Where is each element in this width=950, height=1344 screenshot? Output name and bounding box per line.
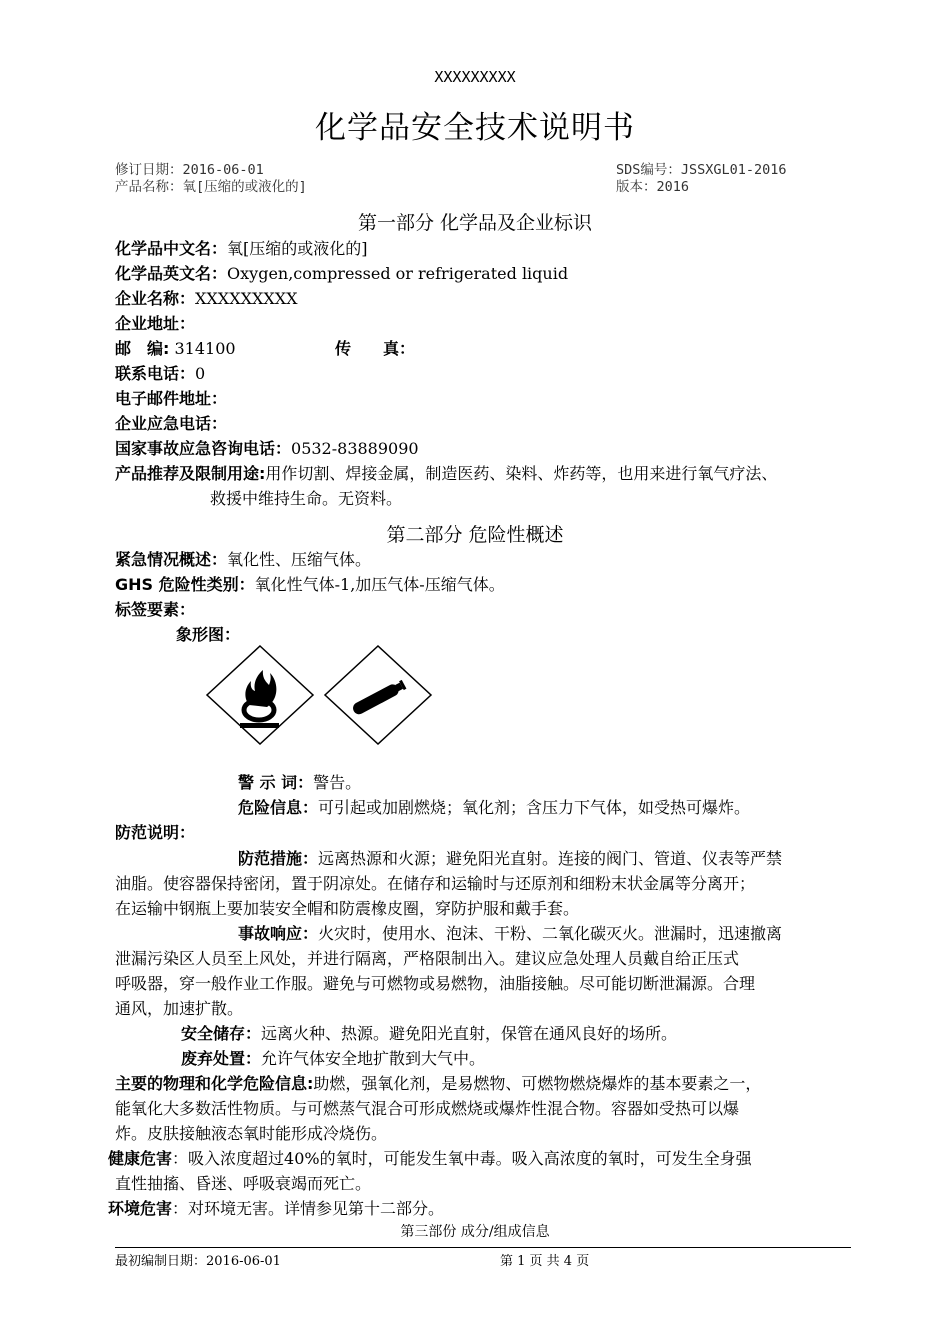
en-name-label: 化学品英文名： — [115, 264, 228, 283]
phone-value: 0 — [195, 364, 206, 383]
response-line-4: 通风，加速扩散。 — [115, 999, 244, 1018]
response-text-1: 火灾时，使用水、泡沫、干粉、二氧化碳灭火。泄漏时，迅速撤离 — [318, 924, 783, 943]
hazard-info-row — [238, 795, 750, 818]
footer-initial-date: 最初编制日期：2016-06-01 — [115, 1254, 281, 1269]
address-label: 企业地址： — [115, 314, 196, 333]
phone-label: 联系电话： — [115, 364, 196, 383]
footer-page-number: 第 1 页 共 4 页 — [500, 1254, 590, 1269]
hazard-info-label: 危险信息： — [238, 798, 319, 817]
national-phone-value: 0532-83889090 — [291, 439, 419, 458]
physchem-line-3: 炸。皮肤接触液态氧时能形成冷烧伤。 — [115, 1124, 388, 1143]
disposal-label: 废弃处置： — [181, 1049, 262, 1068]
pictogram-label: 象形图： — [176, 625, 241, 644]
postcode-label: 邮 编: — [115, 339, 170, 358]
health-line-2: 直性抽搐、昏迷、呼吸衰竭而死亡。 — [115, 1174, 372, 1193]
ghs-label: GHS 危险性类别： — [115, 575, 255, 594]
precaution-row — [115, 820, 195, 843]
gas-cylinder-icon — [323, 645, 433, 745]
cn-name-label: 化学品中文名： — [115, 239, 228, 258]
environment-value: ：对环境无害。详情参见第十二部分。 — [172, 1199, 445, 1218]
document-title: 化学品安全技术说明书 — [315, 110, 635, 146]
section-heading-part3: 第三部份 成分/组成信息 — [400, 1224, 550, 1240]
company-row — [115, 286, 298, 309]
use-row — [115, 461, 777, 484]
storage-value: 远离火种、热源。避免阳光直射，保管在通风良好的场所。 — [261, 1024, 678, 1043]
document-code: XXXXXXXXX — [434, 68, 516, 86]
storage-label: 安全储存： — [181, 1024, 262, 1043]
label-elements-label: 标签要素： — [115, 600, 196, 619]
environment-row — [108, 1196, 444, 1219]
fax-row — [335, 336, 415, 359]
hazard-info-value: 可引起或加剧燃烧；氧化剂；含压力下气体，如受热可爆炸。 — [318, 798, 751, 817]
precaution-label: 防范说明： — [115, 823, 196, 842]
pictogram-row — [176, 622, 240, 645]
storage-row — [181, 1021, 677, 1044]
emergency-phone-row — [115, 411, 227, 434]
cn-name-row — [115, 236, 368, 259]
section-heading-part2: 第二部分 危险性概述 — [386, 524, 564, 546]
response-label: 事故响应： — [238, 924, 319, 943]
prevention-label: 防范措施： — [238, 849, 319, 868]
email-row — [115, 386, 227, 409]
phone-row — [115, 361, 205, 384]
national-phone-label: 国家事故应急咨询电话： — [115, 439, 292, 458]
postcode-row — [115, 336, 236, 359]
flame-over-circle-icon — [205, 645, 315, 745]
health-line-1 — [108, 1146, 752, 1169]
en-name-row — [115, 261, 568, 284]
company-value: XXXXXXXXX — [195, 289, 298, 308]
use-label: 产品推荐及限制用途: — [115, 464, 266, 483]
physchem-line-2: 能氧化大多数活性物质。与可燃蒸气混合可形成燃烧或爆炸性混合物。容器如受热可以爆 — [115, 1099, 740, 1118]
prevention-text-1: 远离热源和火源；避免阳光直射。连接的阀门、管道、仪表等严禁 — [318, 849, 783, 868]
emergency-overview-value: 氧化性、压缩气体。 — [227, 550, 372, 569]
signal-word-value: 警告。 — [313, 773, 362, 792]
en-name-value: Oxygen,compressed or refrigerated liquid — [227, 264, 569, 283]
revision-date: 修订日期：2016-06-01 — [115, 162, 264, 178]
national-phone-row — [115, 436, 419, 459]
disposal-value: 允许气体安全地扩散到大气中。 — [261, 1049, 486, 1068]
sds-number: SDS编号：JSSXGL01-2016 — [616, 162, 787, 178]
emergency-phone-label: 企业应急电话： — [115, 414, 228, 433]
cn-name-value: 氧[压缩的或液化的] — [227, 239, 368, 258]
section-heading-part1: 第一部分 化学品及企业标识 — [357, 212, 593, 234]
email-label: 电子邮件地址： — [115, 389, 228, 408]
response-line-3: 呼吸器，穿一般作业工作服。避免与可燃物或易燃物，油脂接触。尽可能切断泄漏源。合理 — [115, 974, 756, 993]
emergency-overview-row — [115, 547, 371, 570]
disposal-row — [181, 1046, 485, 1069]
postcode-value: 314100 — [174, 339, 236, 358]
signal-word-row — [238, 770, 361, 793]
response-line-2: 泄漏污染区人员至上风处，并进行隔离，严格限制出入。建议应急处理人员戴自给正压式 — [115, 949, 740, 968]
prevention-line-3: 在运输中钢瓶上要加装安全帽和防震橡皮圈，穿防护服和戴手套。 — [115, 899, 580, 918]
address-row — [115, 311, 195, 334]
label-elements-row — [115, 597, 195, 620]
ghs-row — [115, 572, 505, 595]
fax-label: 传 真： — [335, 339, 416, 358]
response-line-1 — [238, 921, 782, 944]
health-label: 健康危害 — [108, 1149, 173, 1168]
prevention-line-1 — [238, 846, 782, 869]
prevention-line-2: 油脂。使容器保持密闭，置于阴凉处。在储存和运输时与还原剂和细粉末状金属等分离开； — [115, 874, 756, 893]
physchem-label: 主要的物理和化学危险信息: — [115, 1074, 314, 1093]
ghs-value: 氧化性气体-1,加压气体-压缩气体。 — [254, 575, 505, 594]
version: 版本：2016 — [616, 179, 690, 195]
footer-rule — [115, 1247, 851, 1248]
physchem-line-1 — [115, 1071, 761, 1094]
health-text-1: ：吸入浓度超过40%的氧时，可能发生氧中毒。吸入高浓度的氧时，可发生全身强 — [172, 1149, 752, 1168]
company-label: 企业名称： — [115, 289, 196, 308]
use-line-1: 用作切割、焊接金属，制造医药、染料、炸药等，也用来进行氧气疗法、 — [265, 464, 778, 483]
environment-label: 环境危害 — [108, 1199, 173, 1218]
emergency-overview-label: 紧急情况概述： — [115, 550, 228, 569]
signal-word-label: 警 示 词： — [238, 773, 314, 792]
product-name-meta: 产品名称：氧[压缩的或液化的] — [115, 179, 307, 195]
physchem-text-1: 助燃，强氧化剂，是易燃物、可燃物燃烧爆炸的基本要素之一， — [313, 1074, 762, 1093]
use-line-2: 救援中维持生命。无资料。 — [210, 489, 403, 508]
